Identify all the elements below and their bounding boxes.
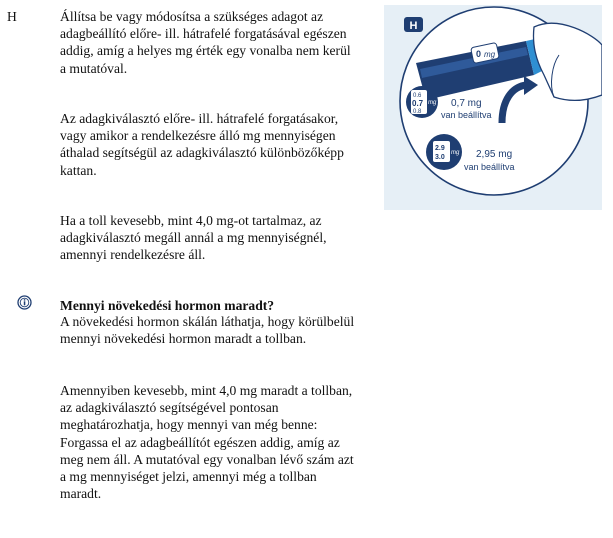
pen-unit-text: mg bbox=[484, 50, 496, 59]
step-paragraph-3: Ha a toll kevesebb, mint 4,0 mg-ot tartalmaz, az adagkiválasztó megáll annál a mg mennyiségnél, amennyi rendelkezésre áll. bbox=[60, 213, 327, 263]
info-title: Mennyi növekedési hormon maradt? bbox=[60, 298, 275, 313]
svg-text:2.9: 2.9 bbox=[435, 145, 445, 152]
svg-text:mg: mg bbox=[428, 100, 437, 106]
svg-text:0.6: 0.6 bbox=[413, 93, 422, 99]
dial-1-status: van beállítva bbox=[441, 110, 492, 120]
step-paragraph-1: Állítsa be vagy módosítsa a szükséges adagot az adagbeállító előre- ill. hátrafelé forgatásával egészen addig, amíg a helyes mg érték egy vonalba nem kerül a mutatóval. bbox=[60, 9, 351, 76]
svg-text:mg: mg bbox=[451, 150, 460, 156]
step-letter: H bbox=[7, 9, 17, 24]
svg-text:0.7: 0.7 bbox=[412, 99, 424, 108]
svg-text:H: H bbox=[409, 20, 418, 32]
info-paragraph-1: A növekedési hormon skálán láthatja, hogy körülbelül mennyi növekedési hormon maradt a tollban. bbox=[60, 314, 355, 347]
info-icon bbox=[17, 295, 32, 310]
svg-text:0.8: 0.8 bbox=[413, 109, 422, 115]
step-paragraph-2: Az adagkiválasztó előre- ill. hátrafelé forgatásakor, vagy amikor a rendelkezésre álló mg mennyiségen áthalad segítségül az adagkiválasztó különbözőképp kattan. bbox=[60, 111, 344, 178]
dial-2-status: van beállítva bbox=[464, 162, 515, 172]
pen-dose-text: 0 bbox=[476, 49, 482, 59]
pen-dial-illustration bbox=[384, 5, 602, 210]
info-paragraph-2: Amennyiben kevesebb, mint 4,0 mg maradt a tollban, az adagkiválasztó segítségével pontosan meghatározhatja, hogy mennyi van még benne: Forgassa el az adagbeállítót egészen addig, amíg az meg nem áll. A mutatóval egy vonalban lévő szám azt a mg mennyiséget jelzi, amennyi még a tollban maradt. bbox=[60, 383, 354, 502]
dial-1-value: 0,7 mg bbox=[451, 98, 482, 109]
dial-2-value: 2,95 mg bbox=[476, 149, 513, 160]
svg-text:3.0: 3.0 bbox=[435, 154, 445, 161]
